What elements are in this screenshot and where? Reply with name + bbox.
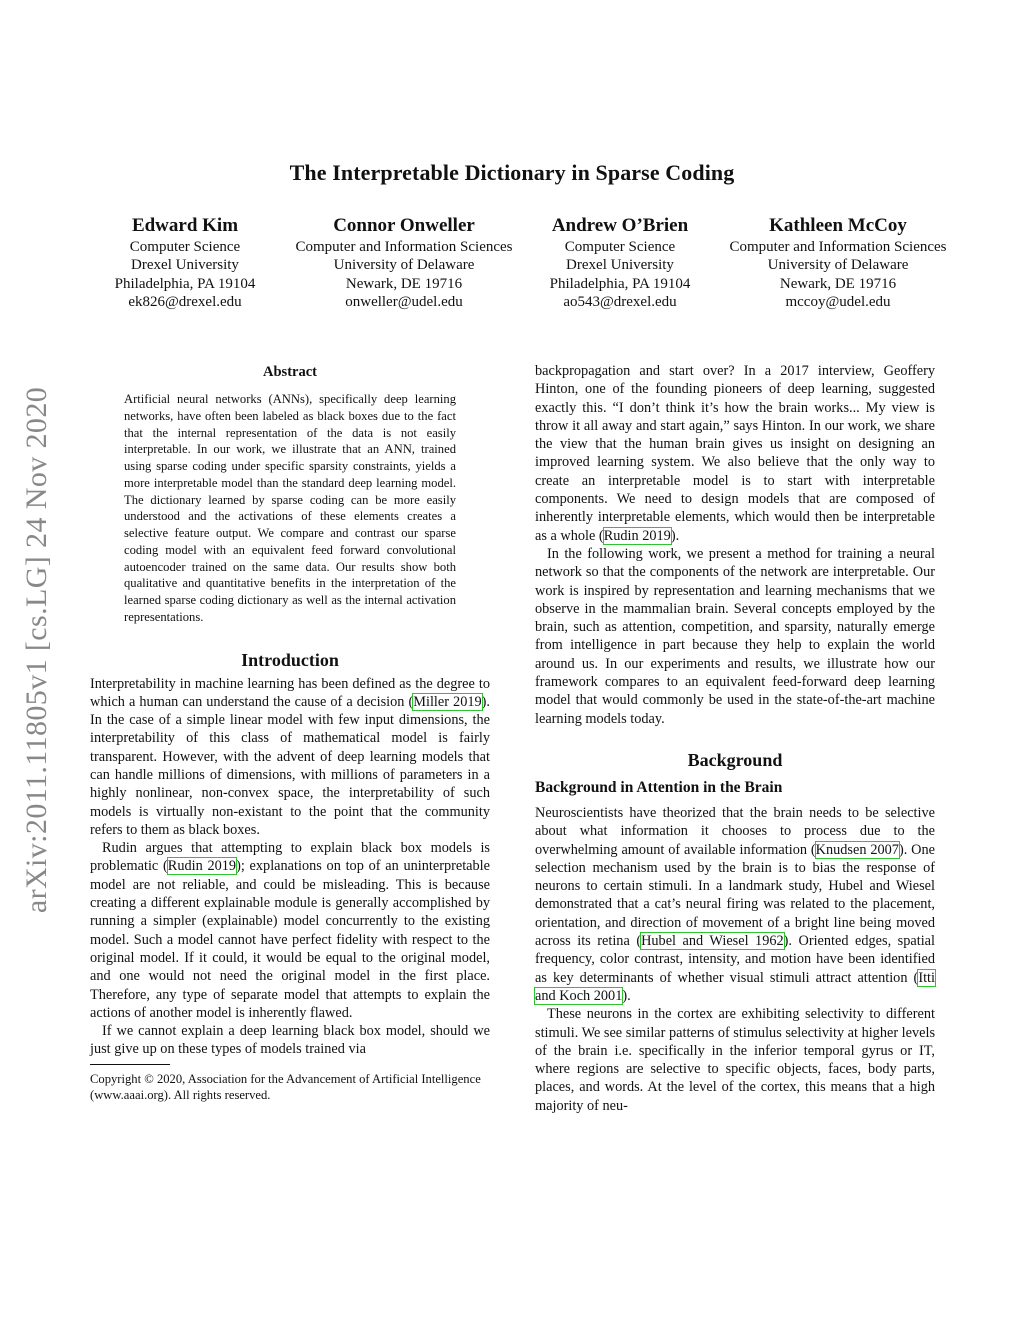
footnote-rule (90, 1064, 170, 1065)
citation-link[interactable]: Itti and Koch 2001 (535, 969, 935, 1004)
author-1 (105, 214, 265, 311)
text-run: ). (670, 527, 680, 544)
text-run: backpropagation and start over? In a 2017 interview, Geoffery Hinton, one of the founding pioneers of deep learning, suggested exactly this. “I don’t think it’s how the brain works... My view is throw it all away and start again,” says Hinton. In our work, we share the view that the human brain gives us insight on designing an improved learning system. We also believe that the only way to create an interpretable model is to start with interpretable components. We need to design models that are composed of inherently interpretable elements, which would then be interpretable as a whole ( (535, 363, 935, 544)
author-address: Newark, DE 19716 (779, 275, 897, 292)
paragraph (535, 362, 935, 545)
copyright-footnote: Copyright © 2020, Association for the Advancement of Artificial Intelligence (www.aaai.org). All rights reserved. (90, 1071, 481, 1103)
author-address: Newark, DE 19716 (345, 275, 463, 292)
right-column (535, 362, 935, 1115)
arxiv-watermark (8, 350, 66, 950)
author-name: Connor Onweller (333, 215, 475, 236)
text-run: ). Oriented edges, spatial frequency, color contrast, intensity, and motion have been identified as key determinants of whether visual stimuli attract attention ( (535, 933, 935, 986)
paragraph (90, 839, 490, 1022)
author-name: Edward Kim (131, 215, 239, 236)
author-address: Philadelphia, PA 19104 (549, 275, 691, 292)
author-dept: Computer and Information Sciences (729, 239, 947, 255)
author-2 (278, 214, 530, 311)
introduction-body (90, 675, 490, 1059)
citation-link[interactable]: Rudin 2019 (167, 858, 237, 875)
author-email: ao543@drexel.edu (563, 293, 677, 310)
right-body (535, 362, 935, 728)
arxiv-id: arXiv:2011.11805v1 [cs.LG] 24 Nov 2020 (20, 386, 53, 914)
author-dept: Computer Science (129, 239, 241, 255)
abstract-heading: Abstract (263, 364, 317, 380)
citation-link[interactable]: Miller 2019 (413, 693, 482, 710)
text-run: ); explanations on top of an uninterpretable model are not reliable, and could be misleading. This is because creating a different explainable module is generally accomplished by running a simpler (explainable) model concurrently to the existing model. Such a model cannot have perfect fidelity with respect to the original model. If it could, it would be equal to the original model, and one would not need the original model in the first place. Therefore, any type of separate model that attempts to explain the actions of another model is inherently flawed. (90, 858, 490, 1021)
author-affiliation: University of Delaware (333, 257, 475, 274)
author-block (84, 214, 984, 324)
paper-title: The Interpretable Dictionary in Sparse Coding (289, 160, 735, 185)
author-4 (712, 214, 964, 311)
abstract-text: Artificial neural networks (ANNs), specifically deep learning networks, have often been labeled as black boxes due to the fact that the internal representation of the data is not easily interpretable. In our work, we illustrate that an ANN, trained using sparse coding under specific sparsity constraints, yields a more interpretable model than the standard deep learning model. The dictionary learned by sparse coding can be more easily understood and the activations of these elements creates a selective feature output. We compare and contrast our sparse coding model with an equivalent feed forward convolutional autoencoder trained on the same data. Our results show both qualitative and quantitative benefits in the interpretation of the learned sparse coding dictionary as well as the internal activation representations. (124, 392, 456, 624)
author-email: ek826@drexel.edu (128, 293, 242, 310)
author-affiliation: Drexel University (566, 257, 674, 274)
author-affiliation: University of Delaware (767, 257, 909, 274)
text-run: ). In the case of a simple linear model with few input dimensions, the interpretability of this class of mathematical model is fairly transparent. However, with the advent of deep learning models that can handle millions of dimensions, with millions of parameters in a highly nonlinear, non-convex space, the interpretability of such models is virtually non-existant to the point that the community refers to them as black boxes. (90, 693, 490, 838)
author-3 (536, 214, 704, 311)
paragraph (90, 675, 490, 840)
paragraph: These neurons in the cortex are exhibiting selectivity to different stimuli. We see similar patterns of stimulus selectivity at higher levels of the brain i.e. specifically in the inferior temporal gyrus or IT, where regions are selective to specific objects, faces, body parts, places, and words. At the level of the cortex, this means that a high majority of neu- (535, 1006, 936, 1114)
text-run: ). (622, 987, 631, 1004)
author-email: mccoy@udel.edu (785, 293, 891, 310)
citation-link[interactable]: Hubel and Wiesel 1962 (641, 933, 784, 950)
background-heading: Background (687, 749, 783, 770)
subsection-heading: Background in Attention in the Brain (535, 778, 783, 796)
author-dept: Computer and Information Sciences (295, 239, 513, 255)
paragraph: If we cannot explain a deep learning black box model, should we just give up on these types of models trained via (90, 1023, 490, 1058)
citation-link[interactable]: Knudsen 2007 (815, 841, 899, 858)
paragraph (535, 804, 935, 1005)
author-affiliation: Drexel University (131, 257, 239, 274)
author-email: onweller@udel.edu (345, 293, 463, 310)
text-run: Rudin argues that attempting to explain black box models is problematic ( (90, 840, 490, 875)
author-dept: Computer Science (564, 239, 676, 255)
background-body (535, 804, 935, 1115)
author-name: Andrew O’Brien (551, 215, 689, 236)
text-run: Neuroscientists have theorized that the brain needs to be selective about what information it chooses to process due to the overwhelming amount of available information ( (535, 804, 935, 858)
left-column (90, 362, 490, 1104)
author-address: Philadelphia, PA 19104 (114, 275, 256, 292)
paragraph: In the following work, we present a method for training a neural network so that the components of the network are interpretable. Our work is inspired by representation and learning mechanisms that we observe in the mammalian brain. Several concepts employed by the brain, such as attention, competition, and sparsity, naturally emerge from intelligence in part because they help to explain the world around us. In our experiments and results, we illustrate how our framework compares to an equivalent feed-forward deep learning model that would commonly be used in the state-of-the-art machine learning models today. (535, 545, 935, 727)
author-name: Kathleen McCoy (769, 215, 907, 236)
text-run: Interpretability in machine learning has been defined as the degree to which a human can understand the cause of a decision ( (90, 675, 490, 710)
text-run: ). One selection mechanism used by the brain is to bias the response of neurons to certain stimuli. In a landmark study, Hubel and Wiesel demonstrated that a cat’s neural firing was related to the placement, orientation, and direction of movement of a bright line being moved across its retina ( (535, 841, 936, 950)
citation-link[interactable]: Rudin 2019 (603, 527, 671, 544)
introduction-heading: Introduction (241, 649, 339, 670)
